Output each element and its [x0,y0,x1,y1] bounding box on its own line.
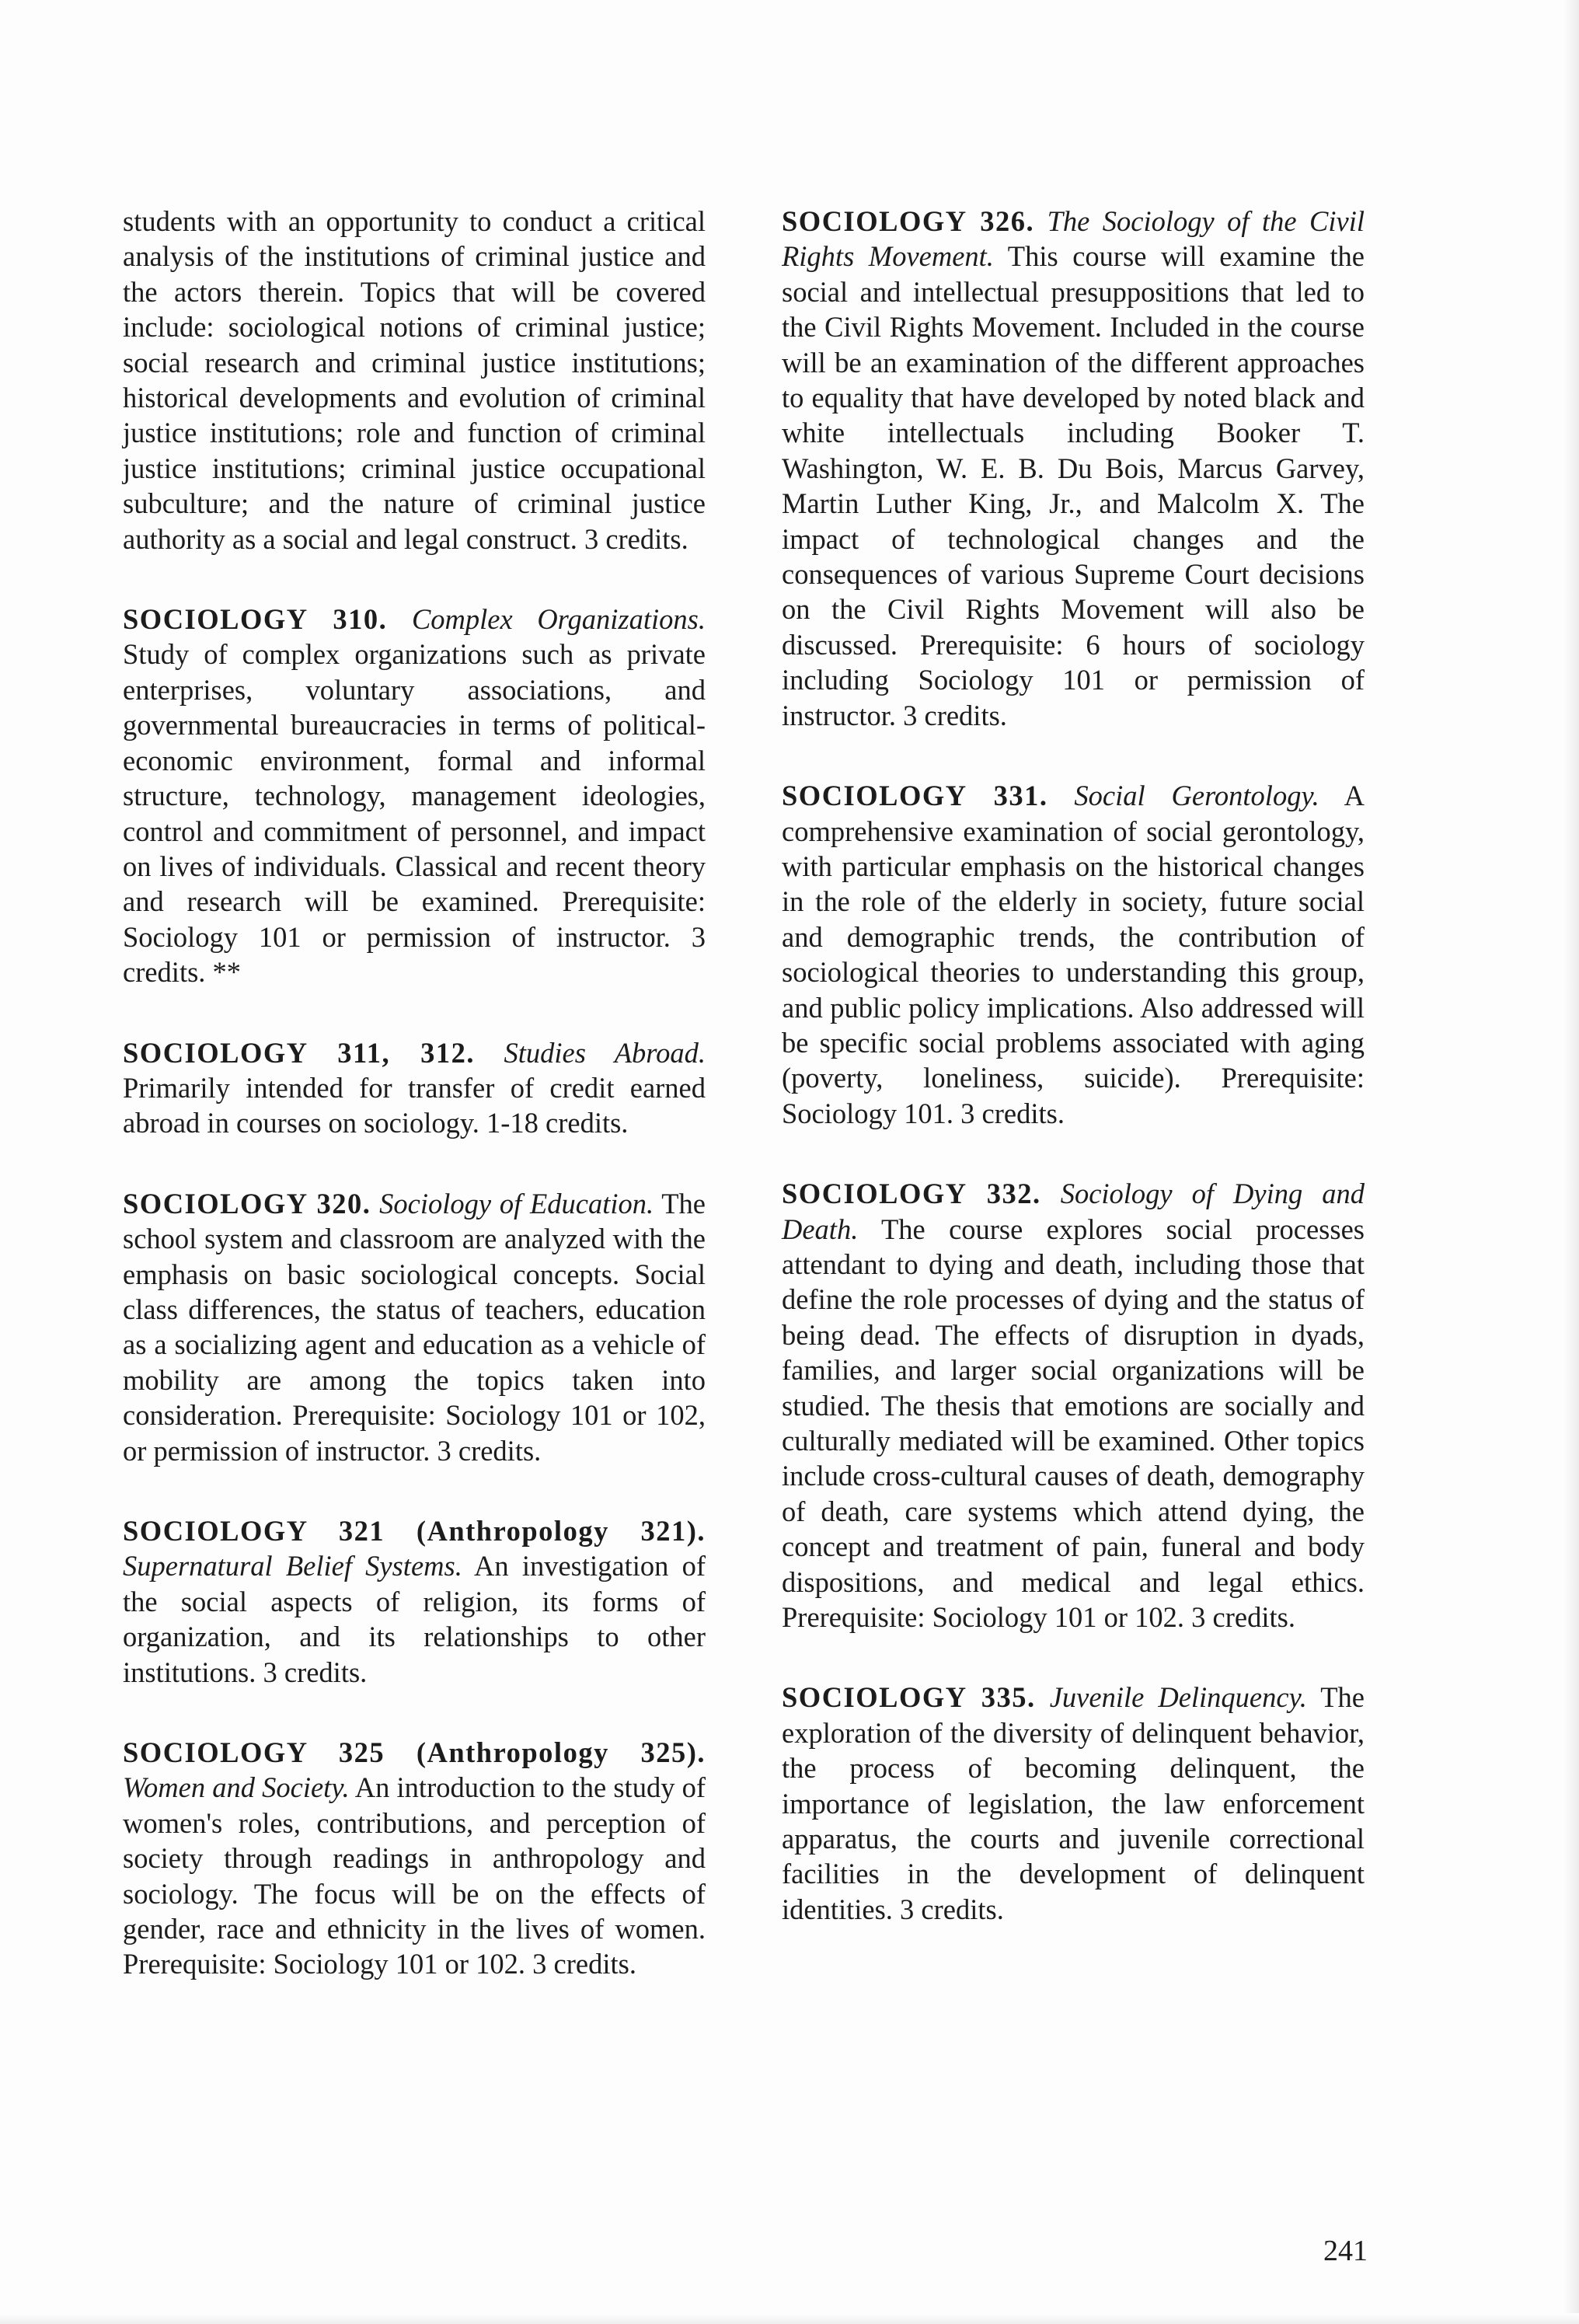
course-description: This course will examine the social and intellectual presuppositions that led to the Civil Rights Movement. Included in the course will be an examination of the different approaches to equality that have developed by noted black and white intellectuals including Booker T. Washington, W. E. B. Du Bois, Marcus Garvey, Martin Luther King, Jr., and Malcolm X. The impact of technological changes and the consequences of various Supreme Court decisions on the Civil Rights Movement will also be discussed. Prerequisite: 6 hours of sociology including Sociology 101 or permission of instructor. 3 credits. [782,240,1365,731]
course-title: Studies Abroad. [504,1036,706,1069]
course-description: A comprehensive examination of social gerontology, with particular emphasis on the historical changes in the role of the elderly in society, future social and demographic trends, the contribution of sociological theories to understanding this group, and public policy implications. Also addressed will be specific social problems associated with aging (poverty, loneliness, suicide). Prerequisite: Sociology 101. 3 credits. [782,780,1365,1129]
continued-course-description [123,204,706,557]
course-entry-soc-332 [782,1176,1365,1635]
course-entry-soc-325 [123,1735,706,1982]
course-heading: SOCIOLOGY 325 (Anthropology 325). [123,1736,706,1769]
course-entry-soc-326 [782,204,1365,733]
course-title: Social Gerontology. [1074,780,1319,812]
course-title: Supernatural Belief Systems. [123,1550,462,1582]
course-entry-soc-320 [123,1186,706,1468]
course-entry-soc-321 [123,1513,706,1690]
course-description: Primarily intended for transfer of credit earned abroad in courses on sociology. 1-18 credits. [123,1071,706,1139]
course-heading: SOCIOLOGY 326. [782,205,1035,237]
course-heading: SOCIOLOGY 320. [123,1187,371,1220]
course-entry-soc-311-312 [123,1035,706,1141]
course-description: An introduction to the study of women's roles, contributions, and perception of society through readings in anthropology and sociology. The focus will be on the effects of gender, race and ethnicity in the lives of women. Prerequisite: Sociology 101 or 102. 3 credits. [123,1771,706,1980]
page-edge-shadow-bottom [0,2313,1579,2324]
course-description: Study of complex organizations such as private enterprises, voluntary associations, and governmental bureaucracies in terms of political-economic environment, formal and informal structure, technology, management ideologies, control and commitment of personnel, and impact on lives of individuals. Classical and recent theory and research will be examined. Prerequisite: Sociology 101 or permission of instructor. 3 credits. ** [123,638,706,989]
course-heading: SOCIOLOGY 331. [782,780,1048,812]
course-title: The Sociology of the Civil Rights Movement. [782,205,1365,273]
continued-description-text: students with an opportunity to conduct a critical analysis of the institutions of criminal justice and the actors therein. Topics that will be covered include: sociological notions of criminal justice; social research and criminal justice institutions; historical developments and evolution of criminal justice institutions; role and function of criminal justice institutions; criminal justice occupational subculture; and the nature of criminal justice authority as a social and legal construct. 3 credits. [123,205,706,555]
left-column [123,204,706,2027]
right-column [782,204,1365,1972]
page-edge-shadow [1562,0,1579,2324]
course-entry-soc-310 [123,602,706,989]
page-number: 241 [1323,2235,1368,2267]
course-heading: SOCIOLOGY 321 (Anthropology 321). [123,1515,706,1547]
course-entry-soc-335 [782,1680,1365,1927]
course-description: The exploration of the diversity of delinquent behavior, the process of becoming delinquent, the importance of legislation, the law enforcement apparatus, the courts and juvenile correctional facilities in the development of delinquent identities. 3 credits. [782,1681,1365,1925]
course-title: Juvenile Delinquency. [1049,1681,1307,1714]
course-heading: SOCIOLOGY 335. [782,1681,1036,1714]
course-title: Complex Organizations. [411,603,706,636]
course-entry-soc-331 [782,778,1365,1131]
course-heading: SOCIOLOGY 310. [123,603,388,636]
course-heading: SOCIOLOGY 332. [782,1178,1041,1210]
course-title: Women and Society. [123,1771,350,1804]
course-description: The school system and classroom are analyzed with the emphasis on basic sociological concepts. Social class differences, the status of teachers, education as a socializing agent and education as a vehicle of mobility are among the topics taken into consideration. Prerequisite: Sociology 101 or 102, or permission of instructor. 3 credits. [123,1187,706,1467]
course-title: Sociology of Education. [379,1187,654,1220]
course-title: Sociology of Dying and Death. [782,1178,1365,1245]
course-heading: SOCIOLOGY 311, 312. [123,1036,475,1069]
course-description: The course explores social processes attendant to dying and death, including those that define the role processes of dying and the status of being dead. The effects of disruption in dyads, families, and larger social organizations will be studied. The thesis that emotions are socially and culturally mediated will be examined. Other topics include cross-cultural causes of death, demography of death, care systems which attend dying, the concept and treatment of pain, funeral and body dispositions, and medical and legal ethics. Prerequisite: Sociology 101 or 102. 3 credits. [782,1213,1365,1634]
course-description: An investigation of the social aspects of religion, its forms of organization, and its relationships to other institutions. 3 credits. [123,1550,706,1688]
